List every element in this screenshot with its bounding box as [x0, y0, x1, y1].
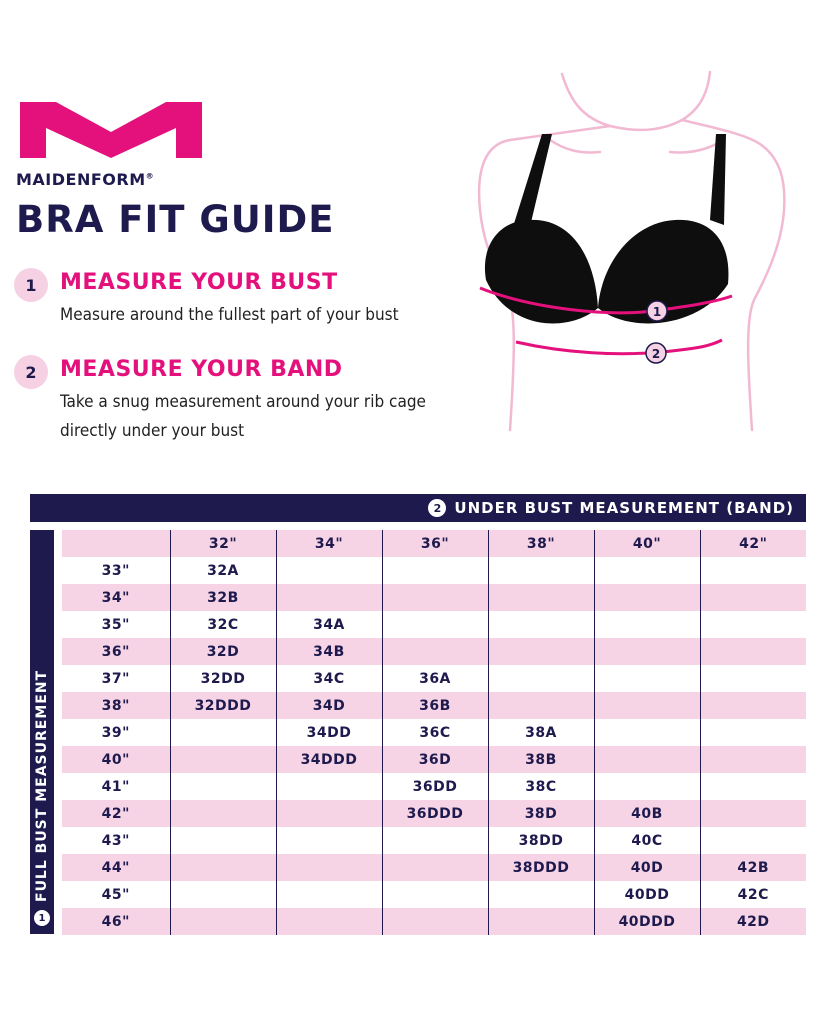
bra-size-cell — [594, 773, 700, 800]
step-1-number: 1 — [14, 268, 48, 302]
table-row — [62, 665, 806, 692]
band-label: UNDER BUST MEASUREMENT (BAND) — [454, 499, 794, 517]
bra-size-cell — [170, 854, 276, 881]
step-2-body-line-2: directly under your bust — [60, 421, 245, 441]
bra-size-cell — [382, 611, 488, 638]
bust-label: FULL BUST MEASUREMENT — [34, 669, 50, 902]
bra-size-cell: 40DDD — [594, 908, 700, 935]
bust-size-cell: 38" — [62, 692, 170, 719]
bust-size-cell: 37" — [62, 665, 170, 692]
band-size-header: 36" — [382, 530, 488, 557]
bust-size-cell: 36" — [62, 638, 170, 665]
bra-size-cell: 38DD — [488, 827, 594, 854]
bra-size-cell — [488, 638, 594, 665]
bra-size-cell — [488, 611, 594, 638]
band-size-header-row — [62, 530, 806, 557]
bra-size-cell: 34C — [276, 665, 382, 692]
bust-size-cell: 33" — [62, 557, 170, 584]
bust-size-cell: 42" — [62, 800, 170, 827]
band-size-header: 38" — [488, 530, 594, 557]
table-row — [62, 800, 806, 827]
bra-size-cell: 32D — [170, 638, 276, 665]
bra-on-torso-illustration — [470, 70, 830, 440]
bra-size-cell — [170, 827, 276, 854]
bra-size-cell: 36C — [382, 719, 488, 746]
bra-size-cell — [488, 557, 594, 584]
bra-size-cell: 42D — [700, 908, 806, 935]
bust-size-cell: 34" — [62, 584, 170, 611]
band-size-header: 42" — [700, 530, 806, 557]
table-row — [62, 854, 806, 881]
bra-size-cell — [700, 638, 806, 665]
page-title: BRA FIT GUIDE — [16, 198, 335, 241]
bra-size-cell: 36B — [382, 692, 488, 719]
bra-size-cell — [382, 584, 488, 611]
brand-name: MAIDENFORM® — [16, 170, 155, 189]
bra-size-cell: 32DDD — [170, 692, 276, 719]
bra-size-cell — [382, 908, 488, 935]
bra-size-cell — [700, 665, 806, 692]
step-1-heading: MEASURE YOUR BUST — [60, 270, 338, 295]
table-row — [62, 584, 806, 611]
bra-size-cell: 40DD — [594, 881, 700, 908]
bra-size-cell: 36DD — [382, 773, 488, 800]
bra-size-cell: 36D — [382, 746, 488, 773]
bra-size-cell: 38B — [488, 746, 594, 773]
bra-size-cell: 38A — [488, 719, 594, 746]
size-chart-table — [62, 530, 806, 935]
corner-cell — [62, 530, 170, 557]
bra-size-cell — [276, 773, 382, 800]
bra-size-cell — [276, 584, 382, 611]
bra-size-cell — [382, 827, 488, 854]
band-marker-label: 2 — [651, 347, 661, 361]
bra-size-cell — [700, 746, 806, 773]
bra-size-cell — [488, 665, 594, 692]
bra-size-cell — [276, 881, 382, 908]
bra-size-cell — [488, 584, 594, 611]
bra-size-cell — [170, 773, 276, 800]
bra-size-cell: 34D — [276, 692, 382, 719]
bra-size-cell: 42B — [700, 854, 806, 881]
torso-illustration-icon — [470, 70, 830, 440]
bust-measurement-sidebar — [30, 530, 54, 934]
bra-size-cell: 42C — [700, 881, 806, 908]
table-row — [62, 827, 806, 854]
table-row — [62, 908, 806, 935]
band-size-header: 32" — [170, 530, 276, 557]
bust-size-cell: 39" — [62, 719, 170, 746]
table-row — [62, 719, 806, 746]
bra-size-cell — [594, 692, 700, 719]
bra-size-cell: 38C — [488, 773, 594, 800]
step-2-number: 2 — [14, 355, 48, 389]
bust-size-cell: 44" — [62, 854, 170, 881]
bra-size-cell — [276, 800, 382, 827]
bust-size-cell: 40" — [62, 746, 170, 773]
band-size-header: 40" — [594, 530, 700, 557]
bra-size-cell — [594, 719, 700, 746]
bra-size-cell: 32A — [170, 557, 276, 584]
bra-size-cell — [700, 773, 806, 800]
bra-size-cell — [488, 908, 594, 935]
table-row — [62, 638, 806, 665]
band-measurement-header — [30, 494, 806, 522]
bra-size-cell — [170, 719, 276, 746]
bra-size-cell: 36DDD — [382, 800, 488, 827]
bust-label-number: 1 — [34, 910, 50, 926]
bra-size-cell: 36A — [382, 665, 488, 692]
bra-size-cell — [276, 908, 382, 935]
bra-size-cell: 38DDD — [488, 854, 594, 881]
bra-size-cell — [276, 854, 382, 881]
bra-size-cell — [276, 827, 382, 854]
step-2-body-line-1: Take a snug measurement around your rib cage — [60, 392, 426, 412]
bra-size-cell: 40C — [594, 827, 700, 854]
bra-size-cell — [700, 584, 806, 611]
bra-size-cell: 32DD — [170, 665, 276, 692]
bust-marker-label: 1 — [652, 305, 662, 319]
table-row — [62, 557, 806, 584]
bra-size-cell — [594, 638, 700, 665]
step-1-body: Measure around the fullest part of your bust — [60, 305, 399, 325]
bra-size-cell — [700, 692, 806, 719]
bra-size-cell: 40B — [594, 800, 700, 827]
bust-size-cell: 41" — [62, 773, 170, 800]
bra-size-cell — [382, 854, 488, 881]
bra-size-cell — [594, 557, 700, 584]
m-logo-icon — [16, 98, 206, 168]
bust-size-cell: 35" — [62, 611, 170, 638]
bust-size-cell: 46" — [62, 908, 170, 935]
band-size-header: 34" — [276, 530, 382, 557]
table-row — [62, 881, 806, 908]
bra-size-cell — [170, 746, 276, 773]
bra-size-cell — [382, 638, 488, 665]
bra-size-cell: 38D — [488, 800, 594, 827]
bra-size-cell — [382, 881, 488, 908]
table-row — [62, 746, 806, 773]
bra-size-cell — [594, 665, 700, 692]
bra-size-cell — [488, 692, 594, 719]
table-row — [62, 692, 806, 719]
table-row — [62, 611, 806, 638]
table-row — [62, 773, 806, 800]
bust-size-cell: 45" — [62, 881, 170, 908]
bra-size-cell — [594, 611, 700, 638]
bra-size-cell: 32B — [170, 584, 276, 611]
bra-size-cell — [594, 584, 700, 611]
bra-size-cell — [170, 881, 276, 908]
bra-size-cell — [700, 800, 806, 827]
bra-size-cell — [276, 557, 382, 584]
bra-size-cell — [170, 800, 276, 827]
bra-size-cell: 34B — [276, 638, 382, 665]
bra-size-cell — [700, 827, 806, 854]
bra-size-cell — [700, 719, 806, 746]
bra-size-cell — [594, 746, 700, 773]
bra-size-cell: 40D — [594, 854, 700, 881]
band-label-number: 2 — [428, 499, 446, 517]
bra-size-cell: 34A — [276, 611, 382, 638]
bra-size-cell — [170, 908, 276, 935]
bra-size-cell — [700, 557, 806, 584]
bra-size-cell — [382, 557, 488, 584]
bra-size-cell: 32C — [170, 611, 276, 638]
step-2-heading: MEASURE YOUR BAND — [60, 357, 343, 382]
bust-size-cell: 43" — [62, 827, 170, 854]
bra-size-cell: 34DDD — [276, 746, 382, 773]
bra-size-cell — [488, 881, 594, 908]
bra-size-cell: 34DD — [276, 719, 382, 746]
bra-size-cell — [700, 611, 806, 638]
